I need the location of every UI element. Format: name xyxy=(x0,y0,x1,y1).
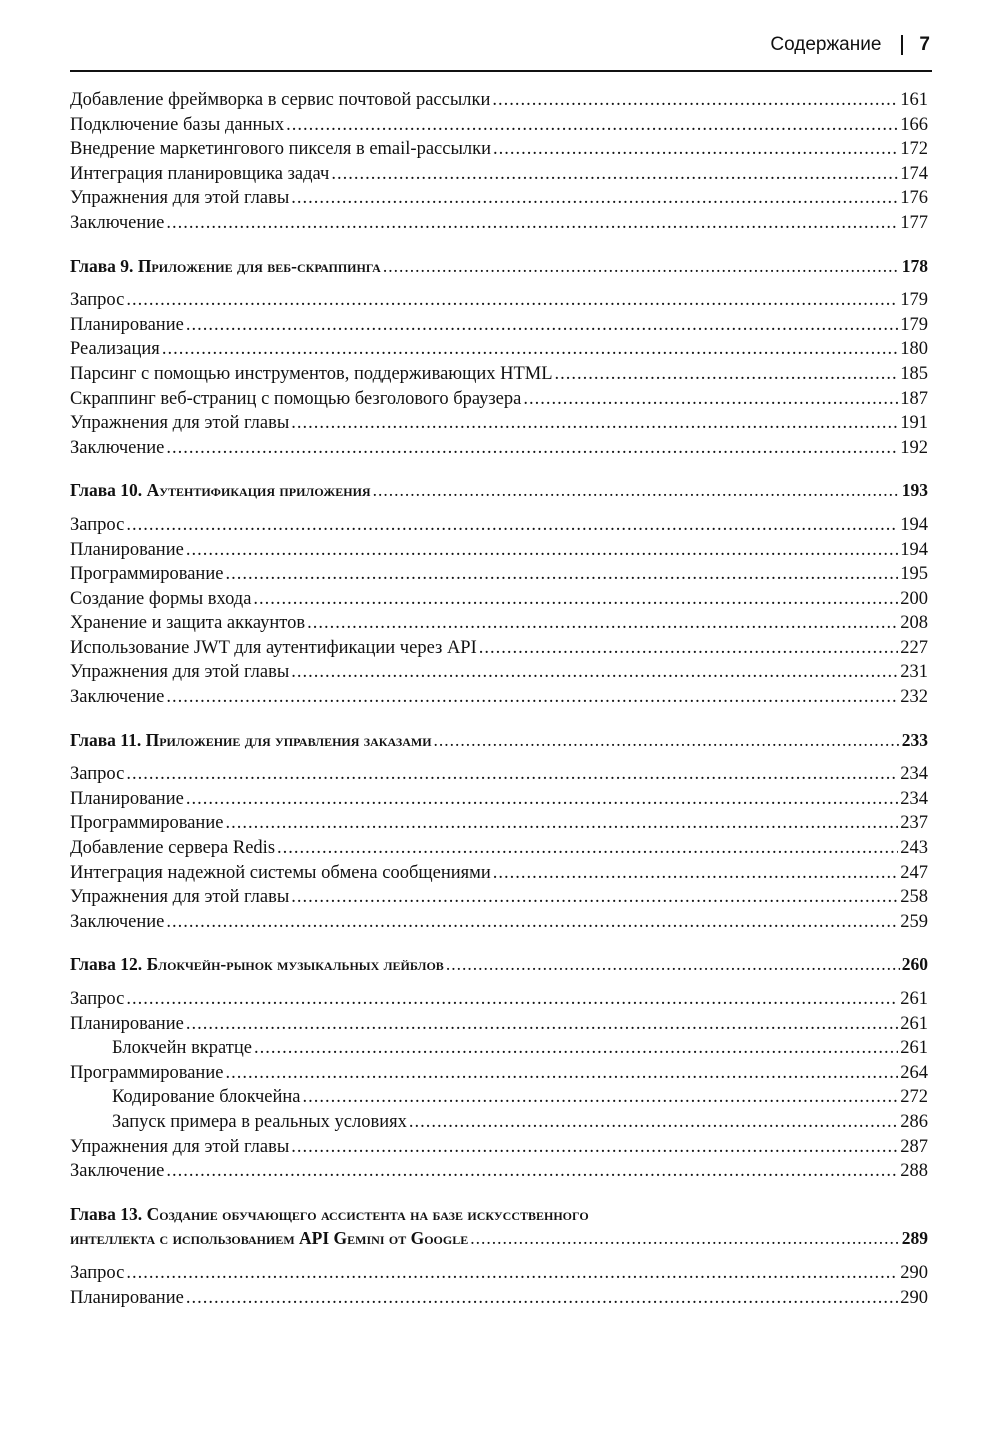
dot-leader xyxy=(277,836,898,861)
chapter-label: Глава 11. xyxy=(70,729,142,750)
toc-entry xyxy=(70,1012,928,1037)
toc-entry xyxy=(70,787,928,812)
dot-leader xyxy=(126,762,898,787)
toc-entry-page: 231 xyxy=(900,662,928,683)
dot-leader xyxy=(331,162,898,187)
chapter-row xyxy=(70,952,928,977)
chapter-heading-text xyxy=(70,478,371,503)
dot-leader xyxy=(383,254,900,279)
toc-entry-title: Запуск примера в реальных условиях xyxy=(112,1111,407,1132)
dot-leader xyxy=(291,411,898,436)
toc-entry-title: Программирование xyxy=(70,564,224,585)
toc-entry-page: 234 xyxy=(900,764,928,785)
toc-entry xyxy=(70,362,928,387)
toc-entry-title: Интеграция планировщика задач xyxy=(70,163,330,184)
dot-leader xyxy=(166,436,898,461)
toc-entry xyxy=(70,137,928,162)
toc-entry-page: 194 xyxy=(900,539,928,560)
toc-entry-page: 288 xyxy=(900,1161,928,1182)
toc-entry xyxy=(70,513,928,538)
chapter-heading xyxy=(70,1202,928,1251)
toc-entry-title: Упражнения для этой главы xyxy=(70,1136,290,1157)
chapter-title: Приложение для веб-скраппинга xyxy=(137,255,381,276)
dot-leader xyxy=(186,538,898,563)
toc-entry-page: 261 xyxy=(900,1013,928,1034)
chapter-spacer xyxy=(70,503,928,513)
dot-leader xyxy=(479,636,899,661)
dot-leader xyxy=(286,113,898,138)
toc-entry xyxy=(70,88,928,113)
chapter-heading xyxy=(70,728,928,753)
dot-leader xyxy=(126,987,898,1012)
toc-entry-title: Заключение xyxy=(70,437,165,458)
dot-leader xyxy=(307,611,898,636)
toc-entry xyxy=(70,162,928,187)
group-spacer xyxy=(70,1184,928,1194)
toc-entry-page: 287 xyxy=(900,1136,928,1157)
chapter-title: Создание обучающего ассистента на базе искусственного xyxy=(146,1203,589,1224)
dot-leader xyxy=(225,811,898,836)
toc-group xyxy=(70,478,928,709)
toc-entry-page: 260 xyxy=(901,954,928,975)
toc-entry-page: 194 xyxy=(900,514,928,535)
toc-entry-page: 191 xyxy=(900,413,928,434)
toc-group xyxy=(70,728,928,935)
toc-entry-page: 179 xyxy=(900,314,928,335)
toc-entry xyxy=(70,836,928,861)
dot-leader xyxy=(166,910,898,935)
toc-entry-title: Планирование xyxy=(70,539,184,560)
toc-entry-title: Кодирование блокчейна xyxy=(112,1087,301,1108)
toc-entry-title: Внедрение маркетингового пикселя в email-рассылки xyxy=(70,139,492,160)
dot-leader xyxy=(291,1135,898,1160)
toc-entry xyxy=(70,636,928,661)
toc-entry xyxy=(70,910,928,935)
toc-entry xyxy=(70,885,928,910)
toc-entry-title: Парсинг с помощью инструментов, поддерживающих HTML xyxy=(70,363,553,384)
dot-leader xyxy=(186,1012,898,1037)
group-spacer xyxy=(70,460,928,470)
dot-leader xyxy=(492,88,898,113)
toc-entry xyxy=(70,538,928,563)
toc-entry-page: 172 xyxy=(900,139,928,160)
toc-subentry xyxy=(70,1110,928,1135)
chapter-heading-line xyxy=(70,1202,928,1227)
chapter-label: Глава 13. xyxy=(70,1203,143,1224)
toc-entry xyxy=(70,288,928,313)
toc-entry xyxy=(70,1261,928,1286)
chapter-heading-text xyxy=(70,728,432,753)
toc-group xyxy=(70,254,928,461)
toc-entry-title: Упражнения для этой главы xyxy=(70,188,290,209)
dot-leader xyxy=(253,587,898,612)
dot-leader xyxy=(409,1110,898,1135)
dot-leader xyxy=(126,513,898,538)
toc-entry-title: Запрос xyxy=(70,764,125,785)
toc-entry-page: 261 xyxy=(900,1038,928,1059)
toc-entry-page: 290 xyxy=(900,1287,928,1308)
header-rule xyxy=(70,70,932,72)
chapter-heading-text xyxy=(70,254,381,279)
toc-entry-page: 233 xyxy=(901,729,928,750)
chapter-row xyxy=(70,254,928,279)
toc-entry-title: Интеграция надежной системы обмена сообщениями xyxy=(70,862,491,883)
header-page-number: 7 xyxy=(919,34,930,55)
chapter-label: Глава 10. xyxy=(70,480,143,501)
toc-entry xyxy=(70,186,928,211)
toc-entry-title: Добавление сервера Redis xyxy=(70,838,276,859)
toc-entry xyxy=(70,113,928,138)
dot-leader xyxy=(373,478,900,503)
toc-entry-title: Использование JWT для аутентификации через API xyxy=(70,637,477,658)
toc-entry-title: Создание формы входа xyxy=(70,588,252,609)
toc-entry-title: Добавление фреймворка в сервис почтовой рассылки xyxy=(70,90,491,110)
dot-leader xyxy=(166,685,898,710)
toc-entry-page: 185 xyxy=(900,363,928,384)
toc-entry-page: 290 xyxy=(900,1262,928,1283)
toc-entry xyxy=(70,1135,928,1160)
chapter-spacer xyxy=(70,752,928,762)
toc-entry-page: 176 xyxy=(900,188,928,209)
dot-leader xyxy=(555,362,899,387)
toc-subentry xyxy=(70,1085,928,1110)
toc-entry-title: Заключение xyxy=(70,911,165,932)
toc-entry-page: 161 xyxy=(900,90,928,110)
chapter-heading-text xyxy=(70,952,444,977)
toc-group xyxy=(70,1202,928,1310)
table-of-contents xyxy=(70,88,928,1310)
toc-entry-page: 264 xyxy=(900,1062,928,1083)
toc-entry xyxy=(70,587,928,612)
dot-leader xyxy=(126,288,898,313)
toc-entry-page: 261 xyxy=(900,989,928,1009)
toc-entry-title: Подключение базы данных xyxy=(70,114,285,135)
toc-entry-page: 179 xyxy=(900,290,928,311)
toc-entry-title: Упражнения для этой главы xyxy=(70,413,290,434)
toc-entry xyxy=(70,861,928,886)
toc-entry xyxy=(70,436,928,461)
dot-leader xyxy=(493,137,898,162)
toc-entry-page: 272 xyxy=(900,1087,928,1108)
toc-entry-title: Блокчейн вкратце xyxy=(112,1038,252,1059)
header-section-title: Содержание xyxy=(770,34,882,55)
toc-entry-page: 232 xyxy=(900,687,928,708)
toc-entry-title: Запрос xyxy=(70,989,125,1009)
toc-entry-title: Планирование xyxy=(70,314,184,335)
chapter-title: Аутентификация приложения xyxy=(146,480,371,501)
toc-entry-title: Запрос xyxy=(70,1262,125,1283)
toc-entry-page: 227 xyxy=(900,637,928,658)
chapter-title: Приложение для управления заказами xyxy=(145,729,432,750)
dot-leader xyxy=(186,787,898,812)
toc-entry xyxy=(70,562,928,587)
toc-entry xyxy=(70,1286,928,1311)
toc-entry-page: 180 xyxy=(900,339,928,360)
toc-entry-page: 243 xyxy=(900,838,928,859)
toc-entry-title: Планирование xyxy=(70,788,184,809)
group-spacer xyxy=(70,236,928,246)
dot-leader xyxy=(470,1226,900,1251)
dot-leader xyxy=(446,952,900,977)
dot-leader xyxy=(166,211,898,236)
toc-entry-title: Запрос xyxy=(70,514,125,535)
toc-entry-page: 247 xyxy=(900,862,928,883)
chapter-title: Блокчейн-рынок музыкальных лейблов xyxy=(146,954,444,975)
dot-leader xyxy=(186,313,898,338)
chapter-row xyxy=(70,478,928,503)
toc-entry xyxy=(70,1061,928,1086)
dot-leader xyxy=(225,562,898,587)
toc-entry xyxy=(70,337,928,362)
toc-entry-page: 200 xyxy=(900,588,928,609)
header-separator xyxy=(901,35,903,55)
toc-entry-page: 289 xyxy=(901,1228,928,1249)
toc-entry xyxy=(70,611,928,636)
group-spacer xyxy=(70,710,928,720)
dot-leader xyxy=(225,1061,898,1086)
toc-entry-title: Реализация xyxy=(70,339,160,360)
dot-leader xyxy=(523,387,898,412)
chapter-heading xyxy=(70,254,928,279)
toc-entry-page: 178 xyxy=(901,255,928,276)
toc-entry-title: Скраппинг веб-страниц с помощью безголового браузера xyxy=(70,388,522,409)
toc-entry-page: 208 xyxy=(900,613,928,634)
toc-entry-title: Планирование xyxy=(70,1013,184,1034)
toc-entry-title: Хранение и защита аккаунтов xyxy=(70,613,306,634)
chapter-heading xyxy=(70,952,928,977)
dot-leader xyxy=(291,660,898,685)
toc-entry-page: 259 xyxy=(900,911,928,932)
dot-leader xyxy=(493,861,899,886)
toc-entry-page: 258 xyxy=(900,887,928,908)
toc-entry-page: 234 xyxy=(900,788,928,809)
chapter-label: Глава 12. xyxy=(70,954,143,975)
toc-entry-page: 193 xyxy=(901,480,928,501)
toc-subentry xyxy=(70,1036,928,1061)
dot-leader xyxy=(162,337,898,362)
toc-entry-page: 174 xyxy=(900,163,928,184)
dot-leader xyxy=(166,1159,898,1184)
dot-leader xyxy=(434,728,900,753)
dot-leader xyxy=(303,1085,899,1110)
toc-entry-title: Упражнения для этой главы xyxy=(70,887,290,908)
toc-group xyxy=(70,88,928,236)
toc-entry-page: 195 xyxy=(900,564,928,585)
chapter-heading xyxy=(70,478,928,503)
toc-entry xyxy=(70,987,928,1012)
chapter-label: Глава 9. xyxy=(70,255,134,276)
toc-entry-title: Программирование xyxy=(70,813,224,834)
toc-entry xyxy=(70,211,928,236)
chapter-spacer xyxy=(70,977,928,987)
toc-entry xyxy=(70,811,928,836)
toc-entry-page: 166 xyxy=(900,114,928,135)
toc-entry-page: 237 xyxy=(900,813,928,834)
dot-leader xyxy=(291,186,898,211)
toc-entry-title: Запрос xyxy=(70,290,125,311)
group-spacer xyxy=(70,934,928,944)
chapter-spacer xyxy=(70,1251,928,1261)
running-header xyxy=(770,34,930,56)
toc-entry-title: Планирование xyxy=(70,1287,184,1308)
dot-leader xyxy=(291,885,898,910)
toc-entry-page: 187 xyxy=(900,388,928,409)
toc-entry xyxy=(70,660,928,685)
dot-leader xyxy=(254,1036,898,1061)
toc-entry-title: Заключение xyxy=(70,212,165,233)
dot-leader xyxy=(126,1261,898,1286)
toc-entry xyxy=(70,313,928,338)
toc-group xyxy=(70,952,928,1183)
toc-entry-page: 192 xyxy=(900,437,928,458)
dot-leader xyxy=(186,1286,898,1311)
toc-entry xyxy=(70,685,928,710)
toc-entry xyxy=(70,762,928,787)
toc-entry-title: Упражнения для этой главы xyxy=(70,662,290,683)
toc-entry-title: Заключение xyxy=(70,1161,165,1182)
toc-entry xyxy=(70,387,928,412)
chapter-row xyxy=(70,728,928,753)
toc-entry-page: 286 xyxy=(900,1111,928,1132)
toc-entry xyxy=(70,411,928,436)
toc-entry-page: 177 xyxy=(900,212,928,233)
toc-entry xyxy=(70,1159,928,1184)
chapter-title-cont: интеллекта с использованием API Gemini от Google xyxy=(70,1228,469,1249)
chapter-spacer xyxy=(70,278,928,288)
toc-entry-title: Программирование xyxy=(70,1062,224,1083)
toc-entry-title: Заключение xyxy=(70,687,165,708)
chapter-row xyxy=(70,1226,928,1251)
